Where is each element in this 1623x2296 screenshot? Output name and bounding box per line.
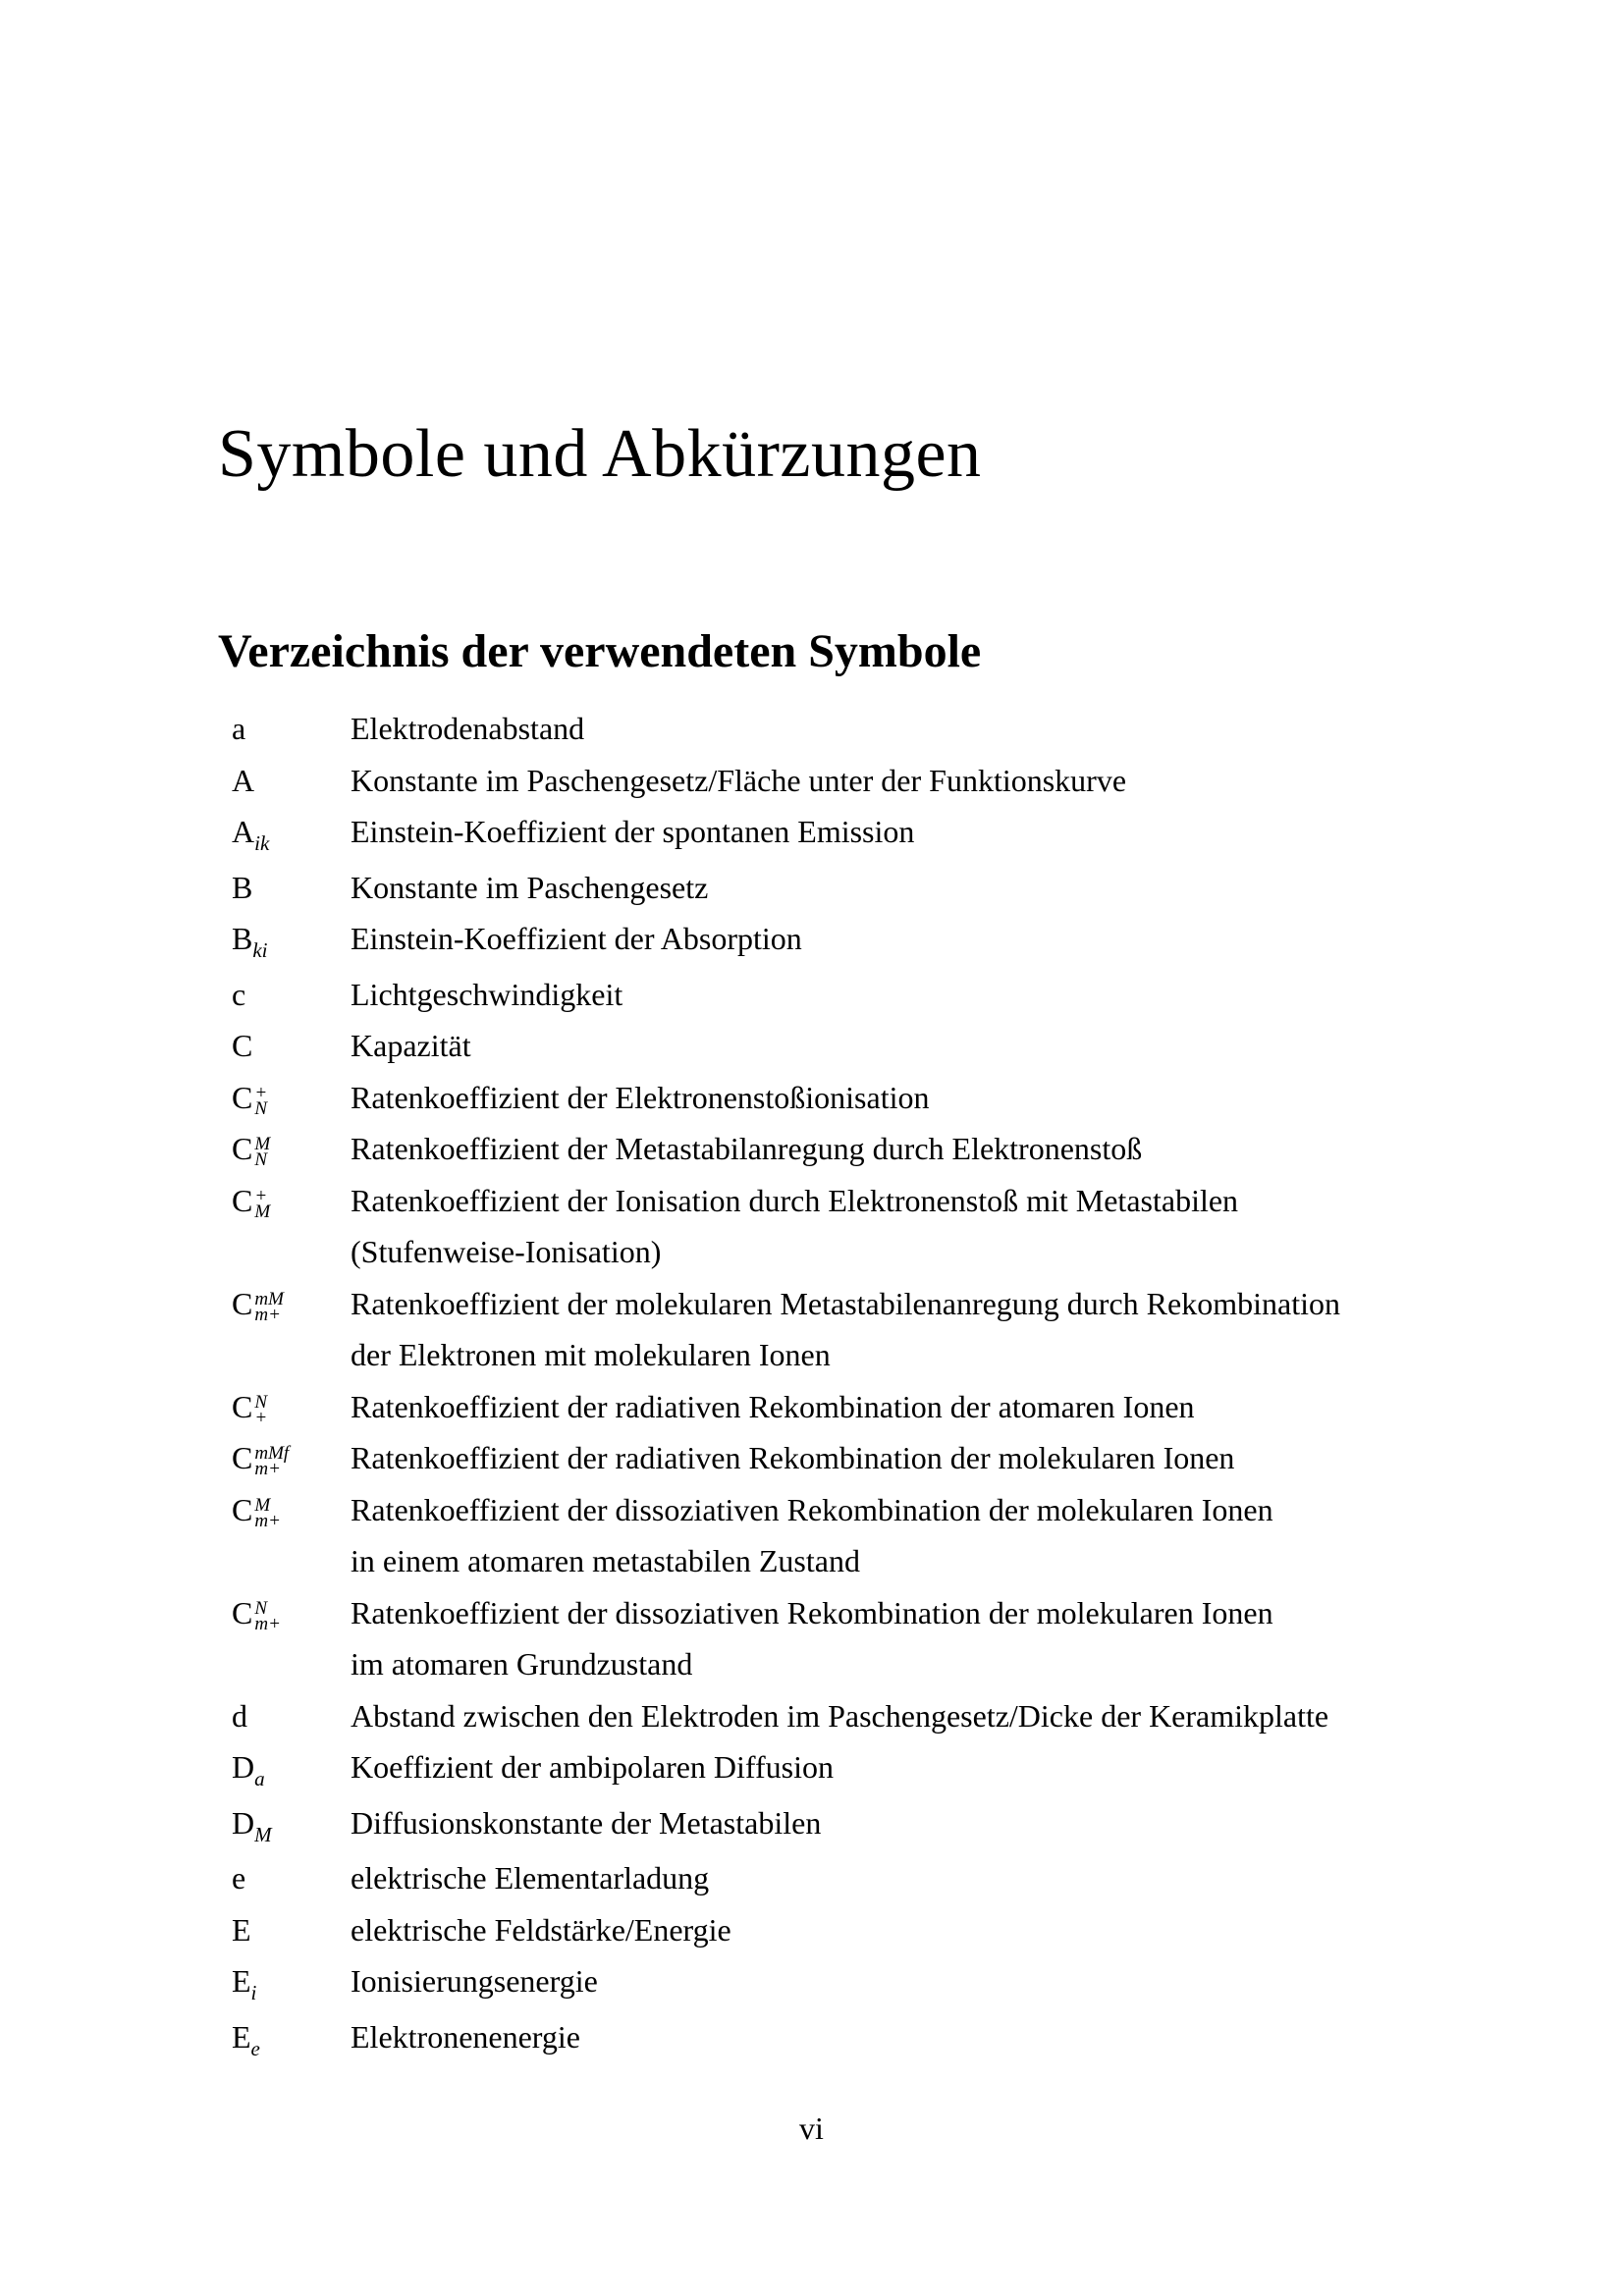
symbol-row [218,755,1455,807]
symbol-base: D [232,1749,255,1785]
symbol-base: E [232,1911,251,1948]
description-line: Ratenkoeffizient der Elektronenstoßionisation [351,1079,930,1115]
symbol-base: c [232,976,246,1012]
symbol-superscript: mM [254,1288,284,1309]
symbol-description [351,1852,1455,1904]
symbol-subscript: e [250,2036,260,2060]
description-line: in einem atomaren metastabilen Zustand [351,1543,860,1578]
symbol-description [351,1432,1455,1484]
symbol-base: C [232,1388,253,1424]
symbol-subscript: ki [252,938,268,962]
symbol-subscript: a [254,1767,265,1790]
description-line: Einstein-Koeffizient der Absorption [351,921,802,956]
symbol [218,1020,351,1072]
symbol-index-stack [252,1278,311,1325]
page-title: Symbole und Abkürzungen [218,416,982,492]
symbol-base: C [232,1594,253,1630]
symbol-superscript: N [254,1597,268,1619]
symbol-base: C [232,1182,253,1218]
symbol [218,2011,351,2067]
symbol-description [351,1904,1455,1956]
description-line: Ratenkoeffizient der molekularen Metastabilenanregung durch Rekombination [351,1285,1340,1321]
symbol-row [218,862,1455,914]
symbol-row [218,1904,1455,1956]
symbol-row [218,1072,1455,1124]
symbol-index-stack [252,1484,311,1531]
symbol [218,1904,351,1956]
symbol-row [218,1278,1455,1381]
description-line: Ratenkoeffizient der radiativen Rekombination der atomaren Ionen [351,1388,1195,1424]
symbol-row [218,1432,1455,1484]
description-line: der Elektronen mit molekularen Ionen [351,1337,831,1372]
description-line: im atomaren Grundzustand [351,1646,693,1682]
symbol-row [218,969,1455,1021]
symbol-base: E [232,1963,251,1999]
symbol-description [351,703,1455,755]
symbol-base: e [232,1860,246,1896]
symbol-index-stack [252,1072,311,1119]
symbol-row [218,806,1455,862]
symbol-base: A [232,814,255,849]
symbol [218,1690,351,1742]
symbol-description [351,1020,1455,1072]
symbol-row [218,2011,1455,2067]
symbol-description [351,1797,1455,1849]
symbol-base: a [232,711,246,746]
symbol-description [351,1278,1455,1381]
symbol-row [218,1484,1455,1587]
description-line: Ratenkoeffizient der Ionisation durch Elektronenstoß mit Metastabilen [351,1182,1239,1218]
symbol-row [218,1741,1455,1797]
symbol-index-stack [252,1123,311,1170]
symbol [218,969,351,1021]
symbol-index-stack [252,1381,311,1428]
symbol [218,862,351,914]
symbol [218,1852,351,1904]
symbol [218,1175,351,1227]
description-line: Ratenkoeffizient der radiativen Rekombination der molekularen Ionen [351,1440,1235,1475]
symbol-row [218,1955,1455,2011]
description-line: elektrische Feldstärke/Energie [351,1911,731,1948]
symbol-base: C [232,1131,253,1166]
symbol-subscript: M [254,1201,271,1222]
symbol-base: C [232,1491,253,1527]
symbol [218,806,351,862]
symbol-description [351,862,1455,914]
symbol-row [218,1587,1455,1690]
symbol [218,1123,351,1175]
section-title: Verzeichnis der verwendeten Symbole [218,625,982,677]
symbol-subscript: i [250,1981,257,2004]
description-line: Elektrodenabstand [351,711,585,746]
symbol-subscript: m+ [254,1510,281,1531]
symbol-subscript: N [254,1149,268,1170]
symbol-superscript: N [254,1391,268,1413]
symbol-base: C [232,1028,253,1063]
symbol [218,1955,351,2011]
symbol-row [218,1020,1455,1072]
symbol [218,1381,351,1433]
symbol-superscript: mMf [254,1443,290,1464]
description-line: Diffusionskonstante der Metastabilen [351,1804,822,1841]
symbol-row [218,1123,1455,1175]
symbol-base: C [232,1079,253,1115]
symbol-base: C [232,1440,253,1475]
symbol-subscript: N [254,1097,268,1119]
symbol [218,703,351,755]
symbol-row [218,703,1455,755]
symbol-subscript: + [254,1407,268,1428]
symbol-superscript: + [254,1185,268,1206]
symbol-row [218,913,1455,969]
symbol-description [351,1587,1455,1690]
symbol-superscript: M [254,1494,271,1516]
symbol [218,1741,351,1797]
symbol-base: B [232,921,253,956]
symbol-subscript: m+ [254,1304,281,1325]
symbol-description [351,913,1455,965]
symbol-base: d [232,1697,247,1734]
symbol-description [351,1690,1455,1742]
symbol-description [351,1072,1455,1124]
symbol-description [351,1484,1455,1587]
description-line: (Stufenweise-Ionisation) [351,1234,662,1269]
symbol-subscript: m+ [254,1613,281,1634]
symbol [218,1587,351,1639]
symbol-row [218,1797,1455,1853]
description-line: Elektronenenergie [351,2018,580,2055]
symbol-subscript: M [254,1822,272,1846]
description-line: Ionisierungsenergie [351,1963,598,1999]
symbol [218,913,351,969]
symbol [218,1278,351,1330]
page-number: vi [799,2110,824,2146]
description-line: Einstein-Koeffizient der spontanen Emission [351,814,915,849]
symbol-row [218,1381,1455,1433]
description-line: Ratenkoeffizient der dissoziativen Rekombination der molekularen Ionen [351,1491,1273,1527]
symbol-description [351,1123,1455,1175]
symbol-description [351,969,1455,1021]
description-line: Ratenkoeffizient der Metastabilanregung durch Elektronenstoß [351,1131,1143,1166]
symbol-index-stack [252,1432,311,1479]
symbol-row [218,1852,1455,1904]
description-line: elektrische Elementarladung [351,1860,710,1896]
symbol-base: B [232,869,253,905]
description-line: Koeffizient der ambipolaren Diffusion [351,1749,834,1785]
symbol-row [218,1690,1455,1742]
description-line: Ratenkoeffizient der dissoziativen Rekombination der molekularen Ionen [351,1594,1273,1630]
symbol-description [351,755,1455,807]
symbol-superscript: M [254,1134,271,1154]
symbol-superscript: + [254,1082,268,1103]
symbol-description [351,2011,1455,2063]
symbol-description [351,1381,1455,1433]
symbol [218,755,351,807]
symbol-subscript: m+ [254,1459,281,1479]
symbol-description [351,806,1455,858]
description-line: Kapazität [351,1028,471,1063]
symbol-list [218,703,1455,2066]
symbol-base: A [232,762,255,798]
symbol [218,1484,351,1536]
symbol-index-stack [252,1587,311,1634]
symbol-description [351,1955,1455,2007]
symbol-base: D [232,1804,255,1841]
symbol-description [351,1175,1455,1278]
symbol-description [351,1741,1455,1793]
symbol-row [218,1175,1455,1278]
symbol-base: E [232,2018,251,2055]
symbol-subscript: ik [254,831,270,855]
description-line: Konstante im Paschengesetz/Fläche unter der Funktionskurve [351,762,1127,798]
symbol-index-stack [252,1175,311,1222]
description-line: Lichtgeschwindigkeit [351,976,623,1012]
symbol [218,1072,351,1124]
symbol [218,1432,351,1484]
description-line: Abstand zwischen den Elektroden im Paschengesetz/Dicke der Keramikplatte [351,1697,1329,1734]
symbol [218,1797,351,1853]
symbol-base: C [232,1285,253,1321]
description-line: Konstante im Paschengesetz [351,869,709,905]
